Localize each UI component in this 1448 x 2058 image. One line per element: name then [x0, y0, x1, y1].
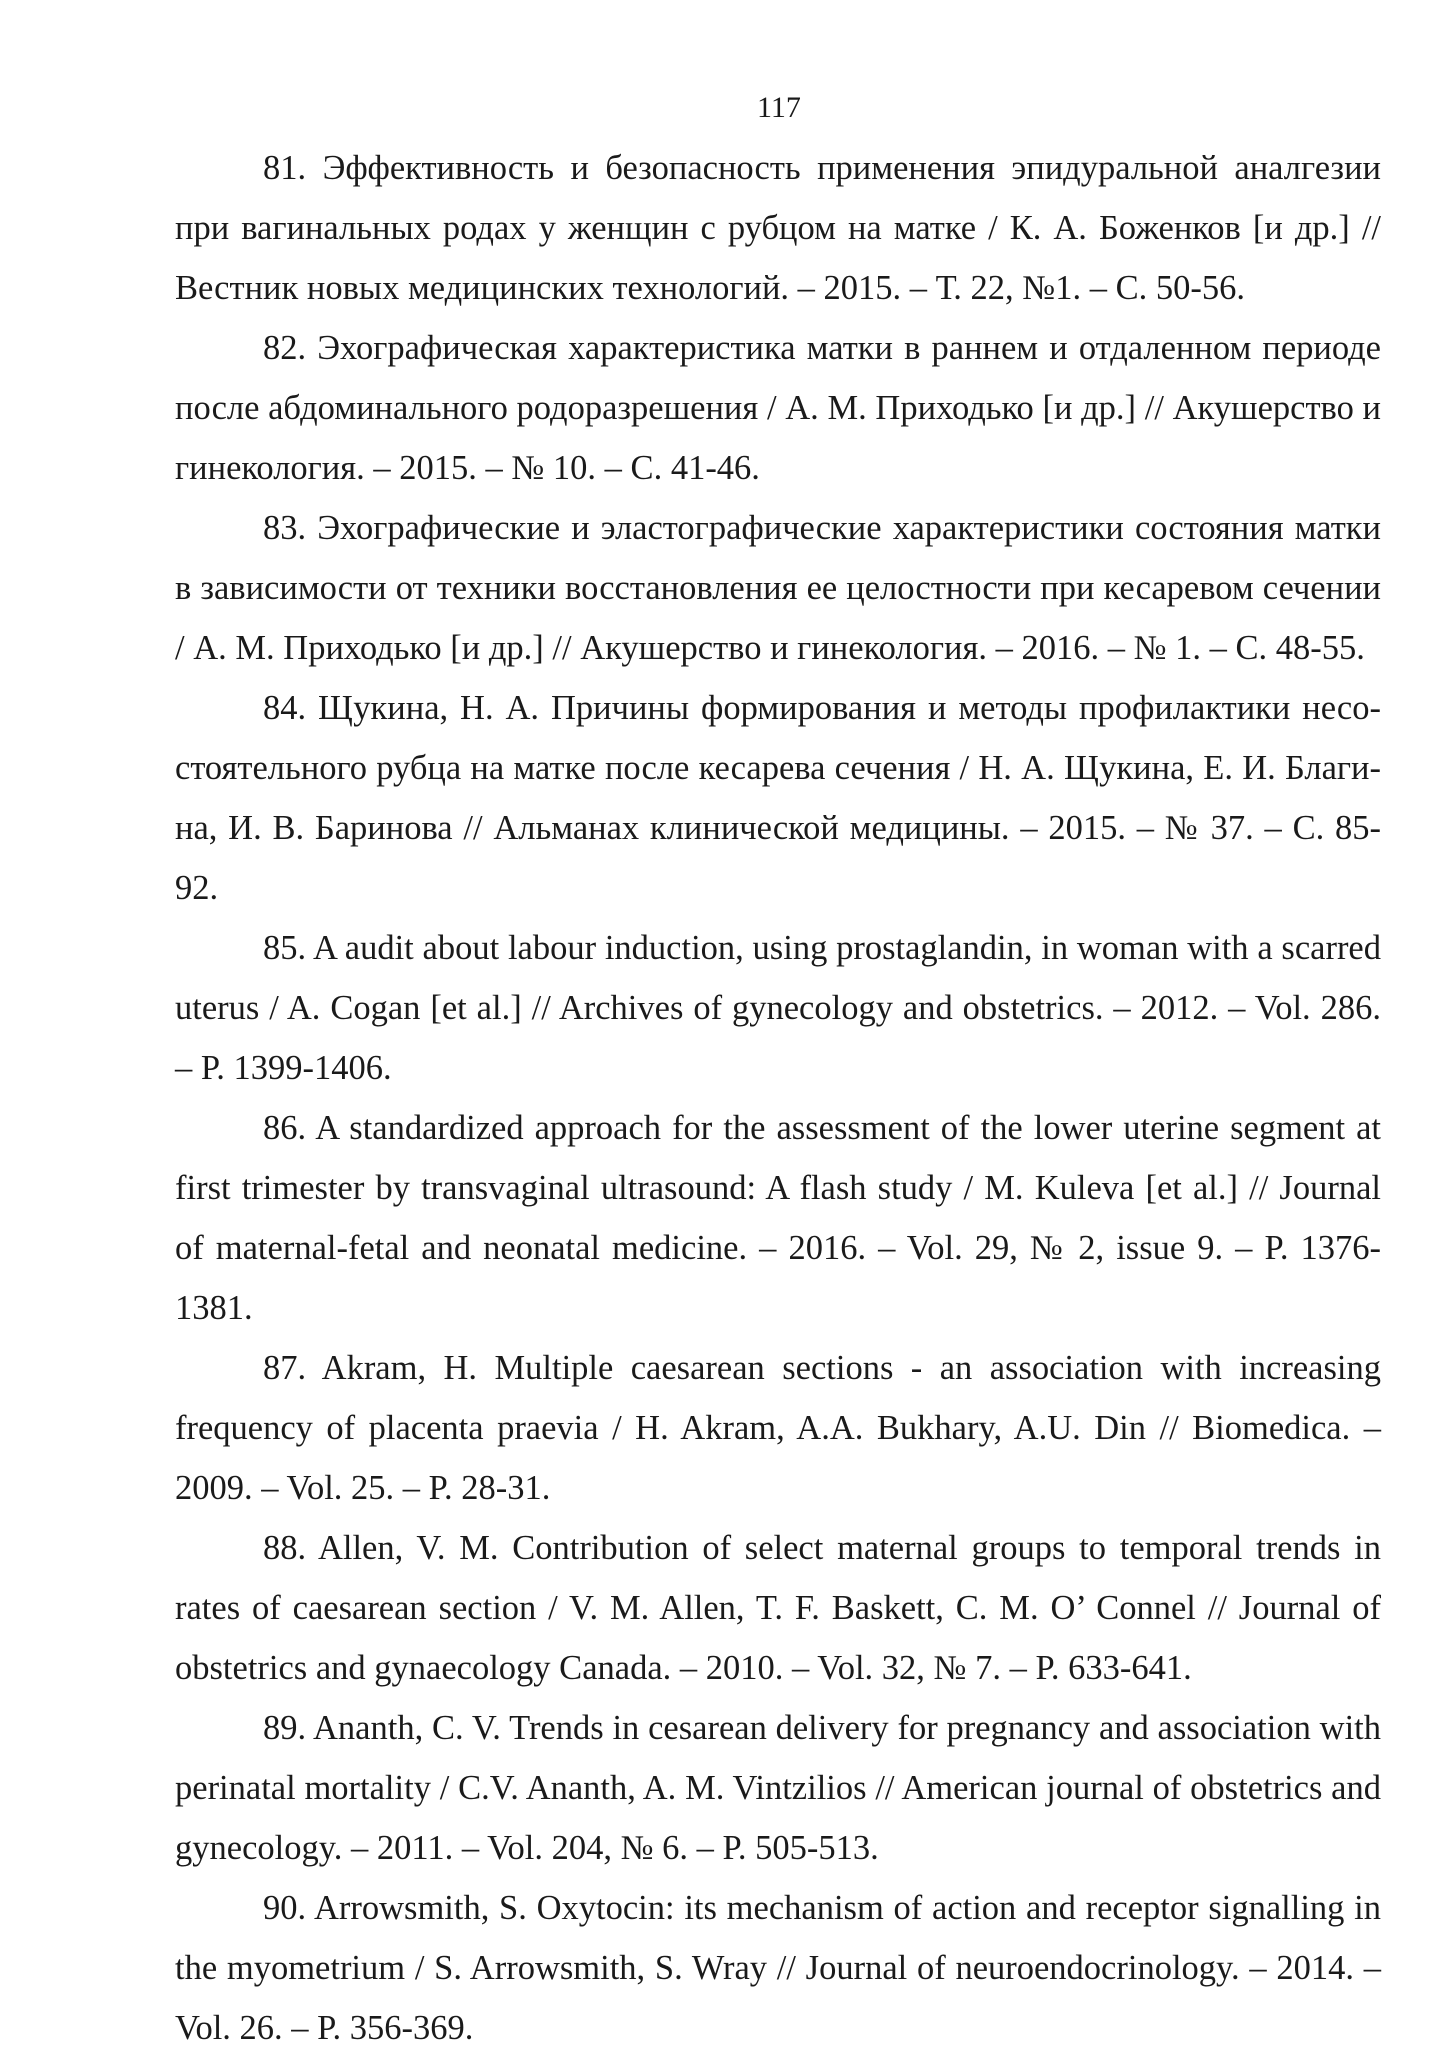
- reference-item-87: 87. Akram, H. Multiple caesarean sections - an association with increasing frequency of placenta praevia / H. Akram, A.A. Bukhary, A.U. Din // Biomedica. – 2009. – Vol. 25. – P. 28-31.: [175, 1349, 1381, 1507]
- reference-list: [175, 138, 1381, 2058]
- reference-item-90: 90. Arrowsmith, S. Oxytocin: its mechanism of action and receptor signalling in the myometrium / S. Arrowsmith, S. Wray // Journal of neuroendocrinology. – 2014. – Vol. 26. – P. 356-369.: [175, 1889, 1381, 2047]
- reference-item-84: 84. Щукина, Н. А. Причины формирования и методы профилактики несостоятельного рубца на матке после кесарева сечения / Н. А. Щукина, Е. И. Благина, И. В. Баринова // Альманах клинической медицины. – 2015. – № 37. – С. 85-92.: [175, 689, 1381, 907]
- reference-item-83: 83. Эхографические и эластографические характеристики состояния матки в зависимости от техники восстановления ее целостности при кесаревом сечении / А. М. Приходько [и др.] // Акушерство и гинекология. – 2016. – № 1. – С. 48-55.: [175, 509, 1381, 667]
- reference-item-88: 88. Allen, V. M. Contribution of select maternal groups to temporal trends in rates of caesarean section / V. M. Allen, T. F. Baskett, C. M. O’ Connel // Journal of obstetrics and gynaecology Canada. – 2010. – Vol. 32, № 7. – P. 633-641.: [175, 1529, 1381, 1687]
- page-number: 117: [757, 91, 801, 124]
- reference-item-81: 81. Эффективность и безопасность применения эпидуральной аналгезии при вагинальных родах у женщин с рубцом на матке / К. А. Боженков [и др.] // Вестник новых медицинских технологий. – 2015. – Т. 22, №1. – С. 50-56.: [175, 149, 1381, 307]
- reference-item-85: 85. A audit about labour induction, using prostaglandin, in woman with a scarred uterus / A. Cogan [et al.] // Archives of gynecology and obstetrics. – 2012. – Vol. 286. – P. 1399-1406.: [175, 929, 1381, 1087]
- reference-item-89: 89. Ananth, C. V. Trends in cesarean delivery for pregnancy and association with perinatal mortality / C.V. Ananth, A. M. Vintzilios // American journal of obstetrics and gynecology. – 2011. – Vol. 204, № 6. – P. 505-513.: [175, 1709, 1381, 1867]
- reference-item-86: 86. A standardized approach for the assessment of the lower uterine segment at first trimester by transvaginal ultrasound: A flash study / M. Kuleva [et al.] // Journal of maternal-fetal and neonatal medicine. – 2016. – Vol. 29, № 2, issue 9. – P. 1376-1381.: [175, 1109, 1381, 1327]
- reference-item-82: 82. Эхографическая характеристика матки в раннем и отдаленном периоде после абдоминального родоразрешения / А. М. Приходько [и др.] // Акушерство и гинекология. – 2015. – № 10. – С. 41-46.: [175, 329, 1381, 487]
